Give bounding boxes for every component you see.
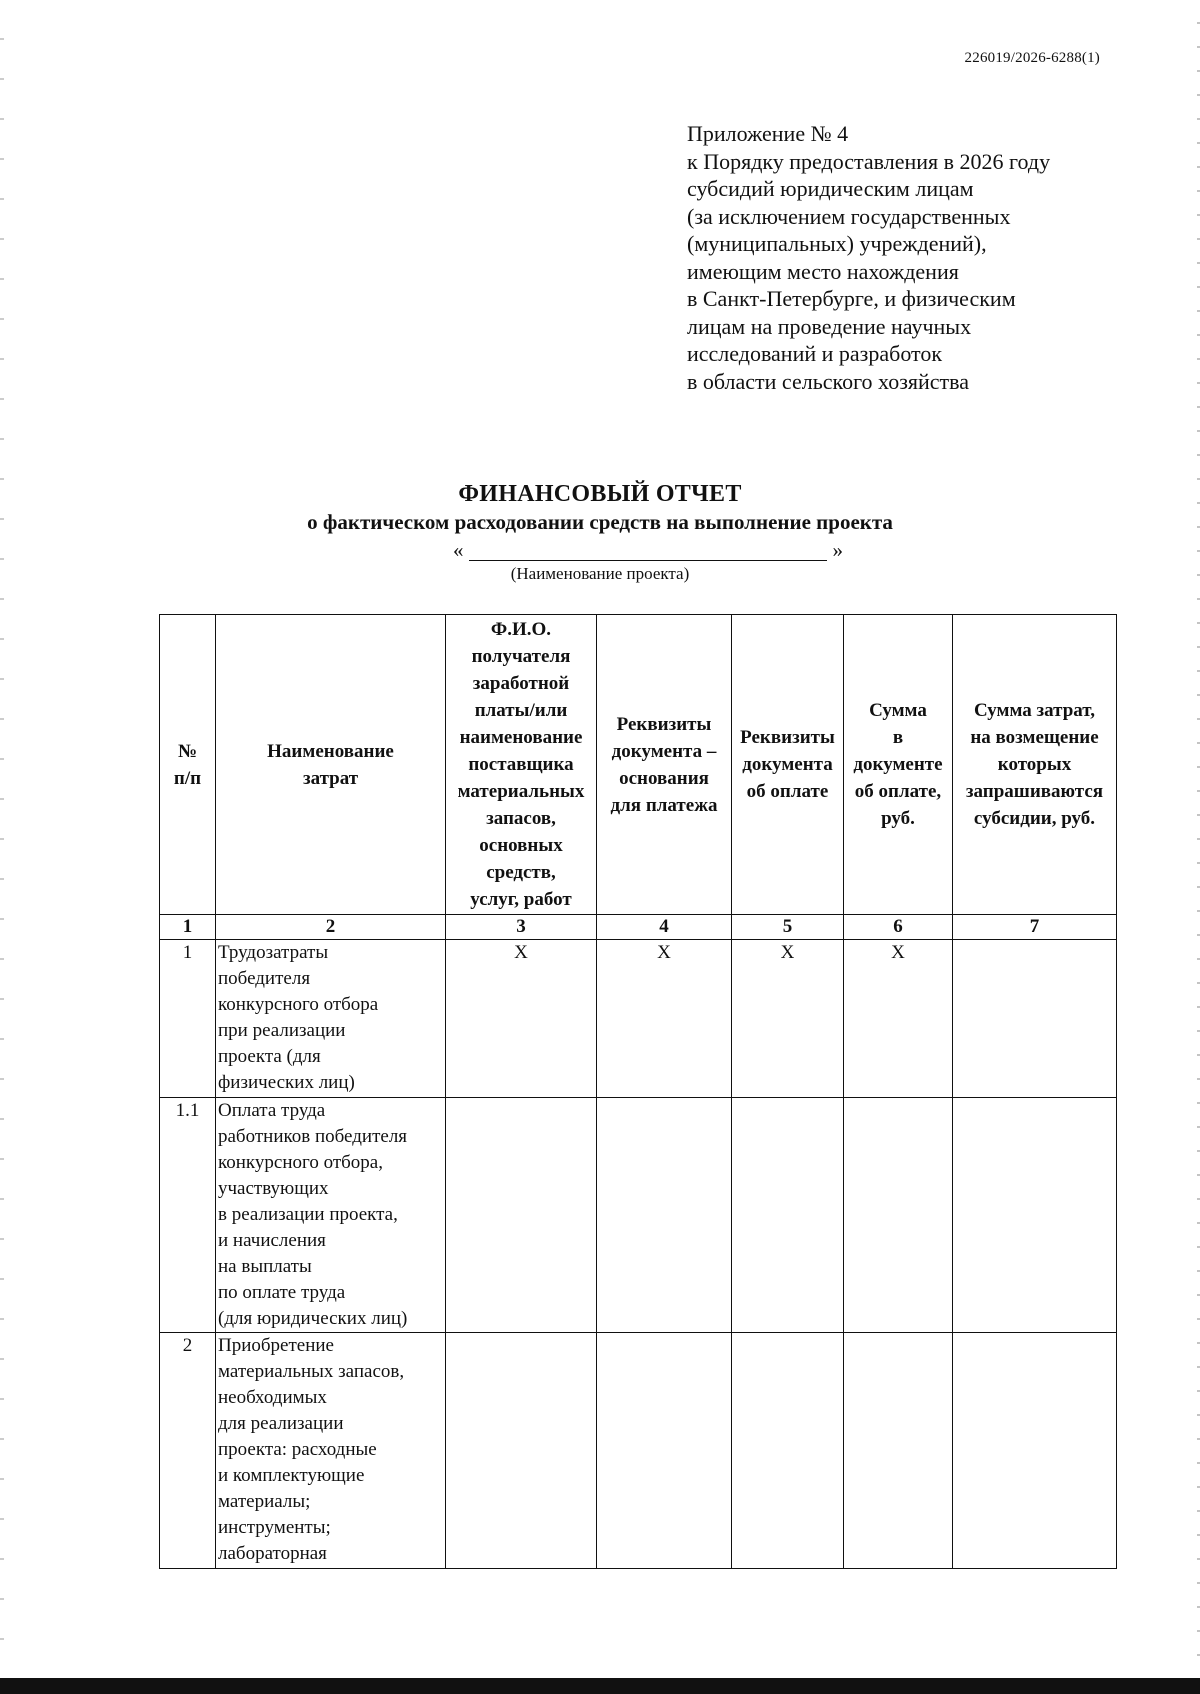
basis-document-cell[interactable]: X [597, 940, 732, 1098]
project-name-blank-line [469, 560, 827, 561]
column-number: 3 [446, 915, 597, 940]
report-title: ФИНАНСОВЫЙ ОТЧЕТ [458, 481, 742, 507]
recipient-cell[interactable] [446, 1333, 597, 1569]
column-number: 2 [216, 915, 446, 940]
subsidy-amount-cell[interactable] [953, 1098, 1117, 1333]
subsidy-amount-cell[interactable] [953, 940, 1117, 1098]
header-subsidy-amount: Сумма затрат, на возмещение которых запрашиваются субсидии, руб. [953, 615, 1117, 915]
quote-close: » [832, 538, 843, 562]
payment-document-cell[interactable] [732, 1098, 844, 1333]
payment-document-cell[interactable] [732, 1333, 844, 1569]
payment-document-cell[interactable]: X [732, 940, 844, 1098]
document-registration-number: 226019/2026-6288(1) [964, 50, 1100, 66]
subsidy-amount-cell[interactable] [953, 1333, 1117, 1569]
recipient-cell[interactable] [446, 1098, 597, 1333]
table-row [160, 1098, 1117, 1333]
expense-name-cell[interactable]: Трудозатраты победителя конкурсного отбора при реализации проекта (для физических лиц) [216, 940, 446, 1098]
recipient-cell[interactable]: X [446, 940, 597, 1098]
column-number: 1 [160, 915, 216, 940]
column-number: 7 [953, 915, 1117, 940]
header-payment-document: Реквизиты документа об оплате [732, 615, 844, 915]
financial-report-table [159, 614, 1117, 1569]
annex-line: Приложение № 4 [687, 121, 849, 146]
row-number: 1.1 [160, 1098, 216, 1333]
expense-name-cell[interactable]: Приобретение материальных запасов, необходимых для реализации проекта: расходные и комплектующие материалы; инструменты; лабораторная [216, 1333, 446, 1569]
header-basis-document: Реквизиты документа – основания для платежа [597, 615, 732, 915]
header-row-number: № п/п [160, 615, 216, 915]
column-number: 5 [732, 915, 844, 940]
header-expense-name: Наименование затрат [216, 615, 446, 915]
header-recipient-name: Ф.И.О. получателя заработной платы/или наименование поставщика материальных запасов, основных средств, услуг, работ [446, 615, 597, 915]
scan-edge-marks-left [0, 0, 4, 1694]
annex-line: исследований и разработок [687, 341, 943, 366]
annex-line: имеющим место нахождения [687, 258, 959, 284]
annex-line: в области сельского хозяйства [687, 368, 970, 394]
expense-name-cell[interactable]: Оплата труда работников победителя конкурсного отбора, участвующих в реализации проекта, и начисления на выплаты по оплате труда (для юридических лиц) [216, 1098, 446, 1333]
quote-open: « [453, 538, 464, 562]
column-number: 6 [844, 915, 953, 940]
annex-line: (за исключением государственных [687, 203, 1011, 229]
scan-bottom-border [0, 1678, 1200, 1694]
row-number: 1 [160, 940, 216, 1098]
header-payment-amount: Сумма в документе об оплате, руб. [844, 615, 953, 915]
project-name-caption: (Наименование проекта) [510, 564, 690, 583]
column-number-row [160, 915, 1117, 940]
payment-amount-cell[interactable]: X [844, 940, 953, 1098]
annex-note [687, 120, 1107, 395]
annex-line: лицам на проведение научных [687, 313, 972, 339]
basis-document-cell[interactable] [597, 1098, 732, 1333]
annex-line: (муниципальных) учреждений), [687, 231, 987, 256]
basis-document-cell[interactable] [597, 1333, 732, 1569]
payment-amount-cell[interactable] [844, 1333, 953, 1569]
payment-amount-cell[interactable] [844, 1098, 953, 1333]
project-name-field [453, 536, 843, 564]
annex-line: субсидий юридическим лицам [687, 176, 974, 201]
table-row [160, 1333, 1117, 1569]
report-subtitle: о фактическом расходовании средств на выполнение проекта [307, 510, 893, 534]
annex-line: в Санкт-Петербурге, и физическим [687, 286, 1016, 311]
table-header-row [160, 615, 1117, 915]
column-number: 4 [597, 915, 732, 940]
annex-line: к Порядку предоставления в 2026 году [687, 148, 1051, 174]
row-number: 2 [160, 1333, 216, 1569]
table-row [160, 940, 1117, 1098]
